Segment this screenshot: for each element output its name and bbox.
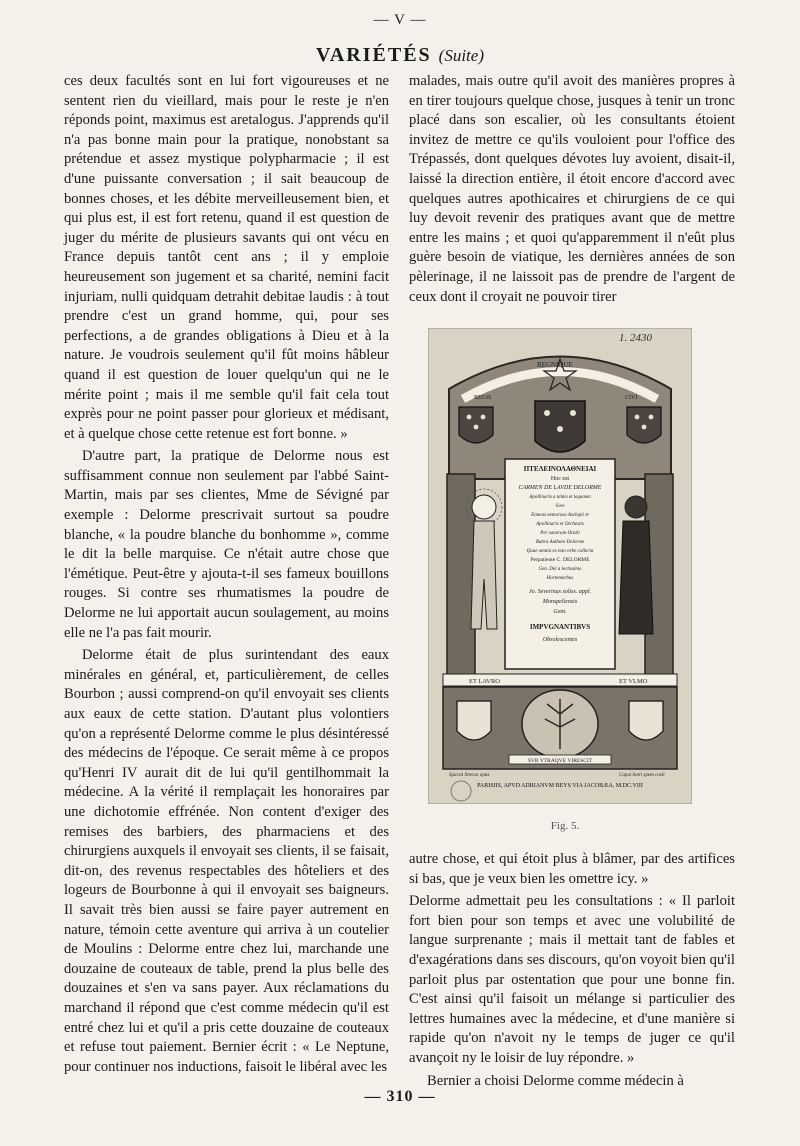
engraved-title-page-figure bbox=[428, 328, 692, 804]
figure-small-left: Sparsit litteras opus bbox=[449, 773, 490, 778]
folio: — V — bbox=[373, 12, 427, 28]
right-paragraph-3: Delorme admettait peu les consultations : « Il parloit fort bien pour son temps et avec une volubilité de langue surprenante ; mais il mettait tant de fables et d'exagérations dans ses discours, qu'on voyoit bien qu'il parloit plus par ostentation que pour une bonne fin. C'est ainsi qu'il faisoit un mélange si particulier des lettres humaines avec la médecine, et d'une manière si rapide qu'on n'avoit ny le temps de juger ce qu'il avançoit ny le loisir de luy répondre. » bbox=[409, 893, 735, 1066]
figure-title-line-2: Hoc est bbox=[550, 476, 570, 482]
right-column-top bbox=[409, 72, 735, 307]
right-paragraph-2: autre chose, et qui étoit plus à blâmer, par des artifices si bas, que je veux bien les omettre icy. » bbox=[409, 851, 735, 887]
figure-title-line-5: Sive bbox=[555, 504, 565, 509]
left-column bbox=[64, 72, 389, 1077]
figure-shelfmark: 1. 2430 bbox=[619, 332, 652, 344]
figure-banner-top: REGNIQUE bbox=[537, 361, 573, 369]
figure-banner-lauro: ET LAVRO bbox=[469, 678, 500, 685]
figure-impugnantibus: IMPVGNANTIBVS bbox=[529, 623, 591, 631]
running-head-suite: (Suite) bbox=[438, 46, 484, 65]
left-paragraph-2: D'autre part, la pratique de Delorme nous est suffisamment connue non seulement par l'abbé Saint-Martin, mais par ses clientes, Mme de Sévigné par exemple : Delorme prescrivait surtout sa poudre blanche, « la poudre blanche du bonhomme », comme le dit la belle marquise. Ce n'était autre chose que l'émétique. Peut-être y ajouta-t-il ses fameux bouillons rouges. Si contre ses rhumatismes la poudre de Delorme ne lui apportait aucun soulagement, au moins elle ne l'a pas fait mourir. bbox=[64, 448, 389, 641]
page-number: — 310 — bbox=[364, 1088, 436, 1105]
figure-banner-ulmo: ET VLMO bbox=[619, 678, 648, 685]
figure-title-line-12: Gen. Dei a lectissimo bbox=[538, 567, 582, 572]
running-head-title: VARIÉTÉS bbox=[315, 44, 432, 66]
figure-banner-right: CIVI bbox=[625, 395, 638, 401]
figure-title-line-16: Gent. bbox=[553, 609, 567, 615]
figure-imprint: PARISIIS, APVD ADRIANVM BEYS VIA JACOBÆA. M.DC.VIII bbox=[477, 783, 643, 789]
figure-title-line-13: Hortemorbus bbox=[546, 576, 574, 581]
right-paragraph-1: malades, mais outre qu'il avoit des manières propres à en tirer toujours quelque chose, jusques à tenir un tronc placé dans son escalier, où les consultants étoient invitez de mettre ce qu'ils vouloient pour l'office des Trépassés, dont quelques dévotes luy avoient, disait-il, laissé la direction entière, il étoit encore d'accord avec quelques autres apothicaires et chirurgiens de ce qui luy devoit revenir des pratiques avant que de mettre entre les mains ; et quoi qu'apparemment il n'eût plus guère besoin de viatique, les dernières années de son pèlerinage, il ne laissoit pas de prendre de l'argent de ceux dont il croyait ne pouvoir tirer bbox=[409, 73, 735, 305]
figure-ribbon-bottom: SVB VTRAQVE VIRESCIT bbox=[527, 758, 593, 764]
lower-left-coat-of-arms-icon bbox=[457, 701, 491, 740]
figure-title-line-4: Apollinaris a nimis et legumen bbox=[529, 495, 591, 500]
right-column-bottom bbox=[409, 850, 735, 1091]
right-paragraph-4: Bernier a choisi Delorme comme médecin à bbox=[427, 1072, 684, 1089]
running-head bbox=[0, 44, 800, 67]
figure-title-line-1: ΠΤΕΛΕΙΝΟΛΑΘΝΕΙΑΙ bbox=[523, 465, 597, 473]
figure-caption: Fig. 5. bbox=[550, 820, 580, 832]
lower-right-coat-of-arms-icon bbox=[629, 701, 663, 740]
figure-banner-left: REGIS bbox=[474, 395, 492, 401]
figure-obsolescentes: Obsolescentes bbox=[542, 637, 578, 643]
figure-title-line-3: CARMEN DE LAVDE DELORME bbox=[518, 485, 602, 491]
figure-title-line-10: Quae omnia ex toto orbe collecta bbox=[526, 549, 594, 554]
left-paragraph-1: ces deux facultés sont en lui fort vigoureuses et ne sentent rien du vieillard, mais pour le reste je n'en réponds point, maximus est aretalogus. J'apprends qu'il n'a pas bonne main pour la pratique, nonobstant sa prétendue et assez mystique polypharmacie ; il est d'une puissante conversation ; il sait beaucoup de bonnes choses, et les débite merveilleusement bien, et qui plus est, il est fort retenu, quand il est question de juger du mérite de plusieurs savants qui ont vécu en France depuis tantôt cent ans ; il y emploie heureusement son jugement et sa charité, nemini facit injuriam, nulli quidquam detrahit debitae laudis : à tout prendre c'est un grand homme, qui, pour ses perfections, a de grandes obligations à Dieu et à la nature. Je voudrois seulement qu'il fût moins hâbleur quand il est question de louer quelqu'un qui ne le mérite point ; mais il me semble qu'il fait cela tout exprès pour ne point passer pour glorieux et médisant, et à quelque chose cette retenue est fort bonne. » bbox=[64, 73, 389, 442]
figure-title-line-9: Rubra Authore Delorme bbox=[535, 540, 585, 545]
figure-title-line-14: Jo. Severinus soliss. appl. bbox=[529, 589, 591, 595]
figure-title-line-8: Per sanorum Oratii bbox=[540, 531, 580, 536]
left-paragraph-3: Delorme était de plus surintendant des eaux minérales en général, et, particulièrement, de celles Bourbon ; aussi comprend-on qu'il envoyait ses clients aux eaux de cette station. D'autant plus volontiers qu'on a représenté Delorme comme le plus désintéressé des médecins de l'époque. Ce serait même à ce propos qu'Henri IV aurait dit de lui qu'il gentilhommait la médecine. A la vérité il remplaçait les honoraires par une dichotomie effrénée. Non content d'exiger des remises des barbiers, des pharmaciens et des chirurgiens auxquels il envoyait ses clients, il se faisait, dit-on, des revenus respectables des hôteliers et des logeurs de Bourbonne à qui il envoyait ses baigneurs. Il savait très bien aussi se faire payer autrement en nature, témoin cette aventure qui arriva à un coutelier de Moulins : Delorme entre chez lui, marchande une douzaine de couteaux de table, prend la plus belle des douzaines et s'en va sans payer. Aux réclamations du marchand il répond que c'est comme médecin qu'il est entré chez lui et qu'il a pris cette douzaine de couteaux et refuse tout paiement. Bernier écrit : « Le Neptune, pour continuer nos inductions, faisoit le libéral avec les bbox=[64, 647, 389, 1075]
figure-title-line-6: Enneas nemoroso Asclepii et bbox=[531, 513, 589, 518]
engraving-illustration bbox=[429, 329, 691, 803]
figure-title-line-11: Perpatiente C. DELORME bbox=[530, 557, 590, 563]
figure-title-line-7: Apollinaris et Orchestis bbox=[536, 522, 584, 527]
figure-title-line-15: Monspeliensis bbox=[542, 599, 578, 605]
figure-small-right: Caput botri spem coeli bbox=[619, 773, 665, 778]
